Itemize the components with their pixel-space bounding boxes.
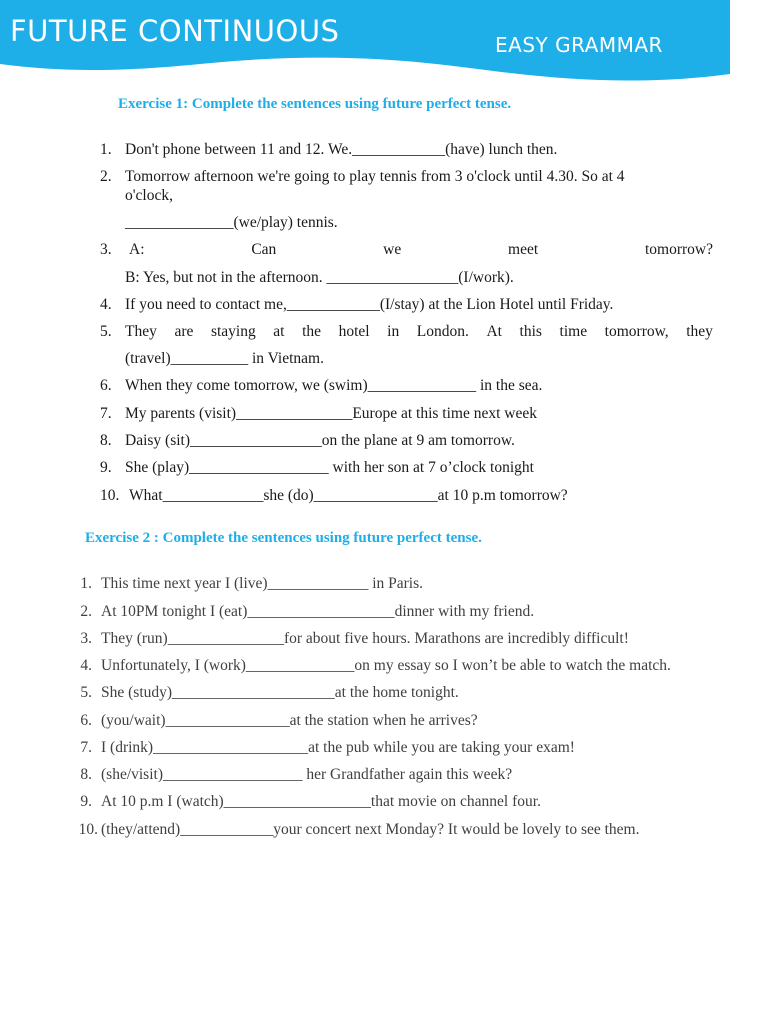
word: tomorrow, [604, 323, 669, 340]
item-number: 10. [78, 821, 98, 838]
word: are [174, 323, 194, 340]
word: London. [416, 323, 469, 340]
item-text: This time next year I (live)_____________ in Paris. [101, 575, 423, 592]
item-text: When they come tomorrow, we (swim)______________ in the sea. [125, 377, 543, 394]
word: meet [508, 241, 539, 258]
item-number: 7. [100, 405, 112, 422]
header-banner [0, 0, 768, 90]
item-number: 9. [80, 793, 92, 810]
word: hotel [338, 323, 370, 340]
word: They [125, 323, 157, 340]
item-text: If you need to contact me,____________(I/stay) at the Lion Hotel until Friday. [125, 296, 614, 313]
item-number: 3. [80, 630, 92, 647]
item-number: 3. [100, 241, 112, 258]
item-number: 6. [80, 712, 92, 729]
item-text-justified [125, 323, 713, 341]
item-number: 1. [100, 141, 112, 158]
list-item [100, 141, 112, 159]
word: At [486, 323, 502, 340]
item-text: She (study)_____________________at the home tonight. [101, 684, 459, 701]
page-title: FUTURE CONTINUOUS [10, 14, 340, 48]
word: tomorrow? [644, 241, 713, 258]
word: we [383, 241, 402, 258]
item-number: 8. [80, 766, 92, 783]
word: time [559, 323, 588, 340]
item-text: Unfortunately, I (work)______________on my essay so I won’t be able to watch the match. [101, 657, 671, 674]
item-text: She (play)__________________ with her son at 7 o’clock tonight [125, 459, 534, 476]
item-number: 10. [100, 487, 120, 504]
item-number: 4. [80, 657, 92, 674]
item-number: 5. [100, 323, 112, 340]
item-text: (they/attend)____________your concert next Monday? It would be lovely to see them. [101, 821, 640, 838]
word: in [387, 323, 400, 340]
item-number: 9. [100, 459, 112, 476]
word: the [302, 323, 321, 340]
item-text: At 10PM tonight I (eat)___________________dinner with my friend. [101, 603, 535, 620]
exercise-1-title: Exercise 1: Complete the sentences using future perfect tense. [118, 96, 512, 112]
item-text: (she/visit)__________________ her Grandfather again this week? [101, 766, 513, 783]
item-text: o'clock, [125, 187, 173, 204]
item-number: 7. [80, 739, 92, 756]
word: they [686, 323, 713, 340]
item-text: ______________(we/play) tennis. [125, 214, 338, 231]
item-number: 5. [80, 684, 92, 701]
item-text: B: Yes, but not in the afternoon. _________________(I/work). [125, 269, 514, 286]
word: this [519, 323, 542, 340]
item-number: 4. [100, 296, 112, 313]
item-text: Daisy (sit)_________________on the plane at 9 am tomorrow. [125, 432, 515, 449]
item-text-justified [129, 241, 713, 259]
word: Can [251, 241, 277, 258]
item-text: They (run)_______________for about five hours. Marathons are incredibly difficult! [101, 630, 629, 647]
item-number: 8. [100, 432, 112, 449]
item-text: I (drink)____________________at the pub while you are taking your exam! [101, 739, 575, 756]
word: staying [210, 323, 256, 340]
item-text: (travel)__________ in Vietnam. [125, 350, 324, 367]
item-number: 2. [80, 603, 92, 620]
item-text: What_____________she (do)________________at 10 p.m tomorrow? [129, 487, 568, 504]
item-text: (you/wait)________________at the station when he arrives? [101, 712, 478, 729]
item-number: 2. [100, 168, 112, 185]
exercise-2-title: Exercise 2 : Complete the sentences using future perfect tense. [85, 530, 482, 546]
word: A: [129, 241, 145, 258]
item-text: Tomorrow afternoon we're going to play tennis from 3 o'clock until 4.30. So at 4 [125, 168, 625, 185]
item-number: 1. [80, 575, 92, 592]
item-number: 6. [100, 377, 112, 394]
item-text: At 10 p.m I (watch)___________________that movie on channel four. [101, 793, 541, 810]
item-text: Don't phone between 11 and 12. We.____________(have) lunch then. [125, 141, 558, 158]
page-subtitle: EASY GRAMMAR [495, 33, 663, 57]
word: at [273, 323, 285, 340]
item-text: My parents (visit)_______________Europe at this time next week [125, 405, 537, 422]
